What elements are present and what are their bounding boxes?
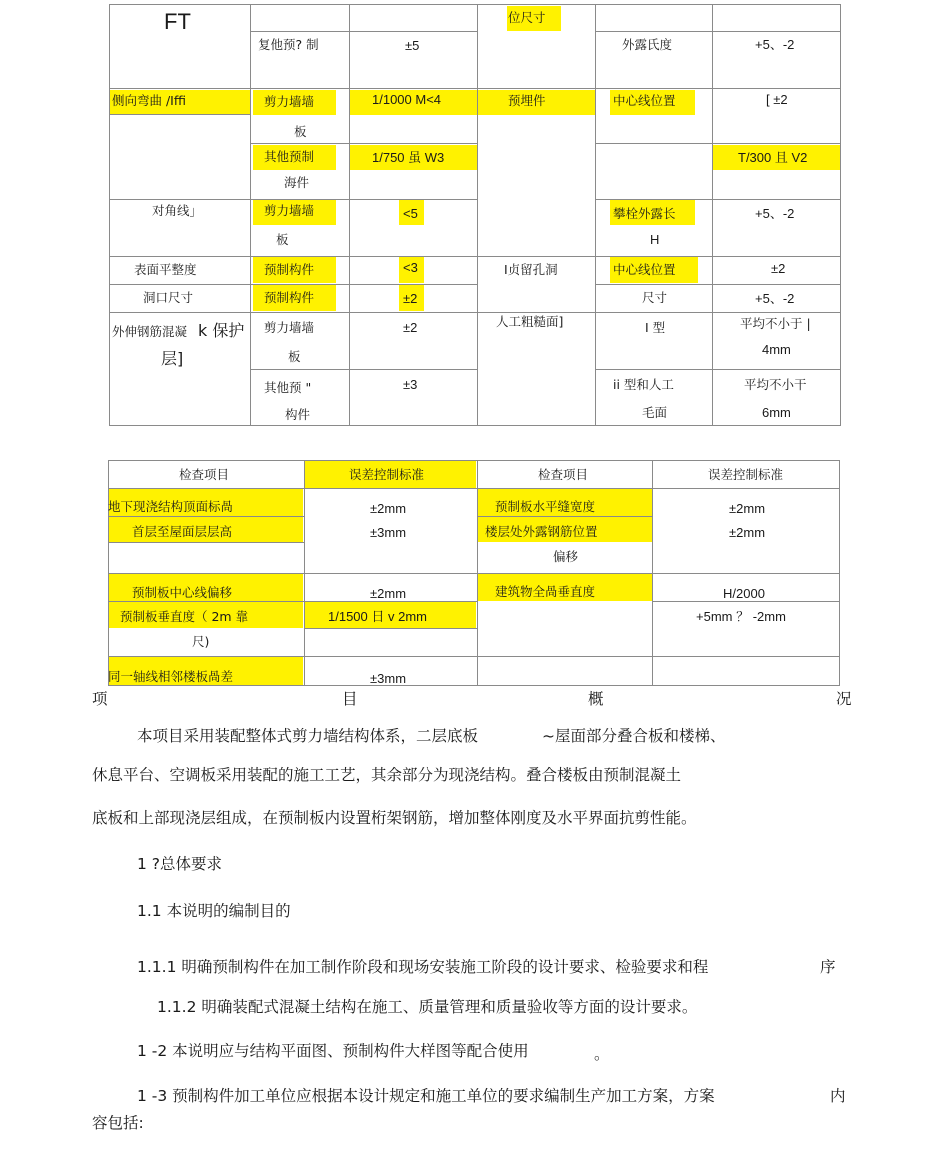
table2-cell: 同一轴线相邻楼板咼差 xyxy=(108,669,234,684)
paragraph-line: ~屋面部分叠合板和楼梯、 xyxy=(542,727,726,745)
table1-cell: 预制构件 xyxy=(264,262,315,277)
table1-cell: 其他预 " xyxy=(264,380,312,395)
table1-cell: ±5 xyxy=(405,38,420,53)
table1-cell: 其他预制 xyxy=(264,149,315,164)
table1-cell: k 保护 xyxy=(198,321,245,340)
paragraph-line: 本项目采用装配整体式剪力墙结构体系，二层底板 xyxy=(137,727,479,745)
table2-header: 误差控制标准 xyxy=(349,467,425,482)
paragraph-line: 底板和上部现浇层组成，在预制板内设置桁架钢筋，增加整体刚度及水平界面抗剪性能。 xyxy=(92,809,697,827)
table1-cell: H xyxy=(650,232,660,247)
paragraph-line: 1 -2 本说明应与结构平面图、预制构件大样图等配合使用 xyxy=(137,1042,529,1060)
table1-cell: 1/1000 M<4 xyxy=(372,92,442,107)
heading-char: 项 xyxy=(92,690,108,708)
table2-cell: ±2mm xyxy=(370,501,407,516)
table1-cell: +5、-2 xyxy=(755,37,795,52)
table1-cell: 剪力墙墙 xyxy=(264,320,315,335)
paragraph-line: 序 xyxy=(820,958,836,976)
heading-char: 概 xyxy=(588,690,604,708)
table1-cell: <5 xyxy=(403,206,418,221)
table1-cell: 攀栓外露长 xyxy=(613,206,676,221)
table1-cell: 洞口尺寸 xyxy=(143,290,194,305)
table2-cell: 尺) xyxy=(192,634,210,649)
paragraph-line: 1.1.2 明确装配式混凝土结构在施工、质量管理和质量验收等方面的设计要求。 xyxy=(157,998,698,1016)
table1-cell: 板 xyxy=(276,232,289,247)
table1-cell: [ ±2 xyxy=(766,92,788,107)
table2-cell: 首层至屋面层层高 xyxy=(132,524,233,539)
table1-cell: 表面平整度 xyxy=(134,262,197,277)
paragraph-line: 内 xyxy=(830,1087,846,1105)
table2-cell: ±2mm xyxy=(729,525,766,540)
table2-cell: 预制板中心线偏移 xyxy=(132,585,233,600)
table2-cell: 预制板垂直度（ 2m 靠 xyxy=(120,609,249,624)
table1-cell: 层] xyxy=(161,349,184,368)
table2-header: 误差控制标准 xyxy=(708,467,784,482)
heading-char: 况 xyxy=(836,690,852,708)
table2-cell: ±2mm xyxy=(370,586,407,601)
table1-cell: 板 xyxy=(294,124,307,139)
table1-cell: 毛面 xyxy=(642,405,668,420)
table1-cell: 预制构件 xyxy=(264,290,315,305)
table1-cell: 中心线位置 xyxy=(613,93,676,108)
table1-cell: 侧向弯曲 /Iffi xyxy=(112,93,186,108)
section-title: 1 ?总体要求 xyxy=(137,855,223,873)
table1-cell: 剪力墙墙 xyxy=(264,203,315,218)
table1-cell: 板 xyxy=(288,349,301,364)
table1-cell: I贞留孔洞 xyxy=(504,262,558,277)
table1-cell: +5、-2 xyxy=(755,291,795,306)
paragraph-line: 。 xyxy=(594,1045,610,1063)
table1-cell: 6mm xyxy=(762,405,791,420)
table2-cell: 预制板水平缝宽度 xyxy=(495,499,596,514)
table1-cell: 1/750 虽 W3 xyxy=(372,150,445,165)
table1-ft: FT xyxy=(164,9,191,34)
table2-cell: 地下现浇结构顶面标咼 xyxy=(108,499,234,514)
table1-cell: ±2 xyxy=(403,291,418,306)
paragraph-line: 1.1.1 明确预制构件在加工制作阶段和现场安装施工阶段的设计要求、检验要求和程 xyxy=(137,958,709,976)
section-title: 1.1 本说明的编制目的 xyxy=(137,902,291,920)
table2-cell: +5mm ？ -2mm xyxy=(696,609,786,624)
table1-cell: 平均不小于 | xyxy=(740,316,811,331)
table2-cell: ±3mm xyxy=(370,671,407,686)
table1-cell: <3 xyxy=(403,260,418,275)
table1-cell: T/300 且 V2 xyxy=(738,150,808,165)
table2-header: 检查项目 xyxy=(538,467,589,482)
table1-cell: 位尺寸 xyxy=(508,10,546,25)
table1-cell: 预埋件 xyxy=(508,93,546,108)
table1-cell: 人工粗糙面] xyxy=(496,314,564,329)
table2-cell: 楼层处外露钢筋位置 xyxy=(485,524,598,539)
table2-cell: H/2000 xyxy=(723,586,765,601)
table1-cell: 对角线」 xyxy=(152,203,203,218)
table1-cell: 外露氏度 xyxy=(622,37,673,52)
paragraph-line: 休息平台、空调板采用装配的施工工艺，其余部分为现浇结构。叠合楼板由预制混凝土 xyxy=(92,766,682,784)
table1-cell: 中心线位置 xyxy=(613,262,676,277)
heading-char: 目 xyxy=(342,690,358,708)
table1-cell: 剪力墙墙 xyxy=(264,94,315,109)
table2-cell: 1/1500 日 v 2mm xyxy=(328,609,427,624)
table1-cell: +5、-2 xyxy=(755,206,795,221)
table1-cell: 外伸钢筋混凝 xyxy=(112,324,188,339)
table2-cell: 偏移 xyxy=(553,549,579,564)
table1-cell: 4mm xyxy=(762,342,791,357)
table1-cell: 构件 xyxy=(285,407,311,422)
table2-cell: ±2mm xyxy=(729,501,766,516)
table1-cell: ±2 xyxy=(771,261,786,276)
table1-cell: I 型 xyxy=(645,320,666,335)
table1-cell: ii 型和人工 xyxy=(613,377,674,392)
table1-cell: ±3 xyxy=(403,377,418,392)
table1-cell: ±2 xyxy=(403,320,418,335)
table1-cell: 复他预? 制 xyxy=(258,37,319,52)
paragraph-line: 1 -3 预制构件加工单位应根据本设计规定和施工单位的要求编制生产加工方案，方案 xyxy=(137,1087,715,1105)
table2-cell: ±3mm xyxy=(370,525,407,540)
table2-cell: 建筑物全咼垂直度 xyxy=(495,584,596,599)
table1-cell: 尺寸 xyxy=(642,290,668,305)
paragraph-line: 容包括: xyxy=(92,1114,144,1132)
table1-cell: 平均不小干 xyxy=(744,377,807,392)
table2-header: 检查项目 xyxy=(179,467,230,482)
table1-cell: 海件 xyxy=(284,175,310,190)
